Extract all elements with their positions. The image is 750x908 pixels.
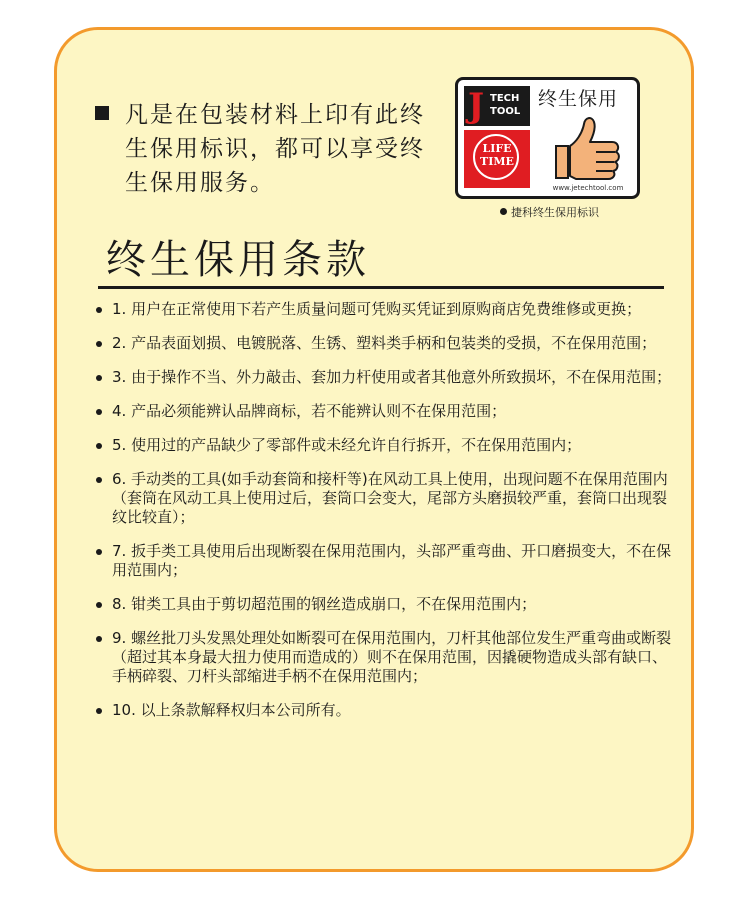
square-bullet-icon [95, 106, 109, 120]
seal-text: LIFE TIME [480, 142, 514, 168]
badge-caption-text: 捷科终生保用标识 [511, 206, 599, 219]
dot-bullet-icon [500, 208, 507, 215]
lifetime-warranty-badge [455, 77, 640, 199]
thumbs-up-icon [546, 112, 626, 182]
lifetime-seal [464, 130, 530, 188]
intro-block [95, 98, 435, 200]
term-item: 4. 产品必须能辨认品牌商标，若不能辨认则不在保用范围； [96, 402, 674, 421]
term-item: 1. 用户在正常使用下若产生质量问题可凭购买凭证到原购商店免费维修或更换； [96, 300, 674, 319]
term-item: 8. 钳类工具由于剪切超范围的钢丝造成崩口，不在保用范围内； [96, 595, 674, 614]
badge-caption [500, 206, 599, 220]
brand-logo [464, 86, 530, 126]
term-item: 5. 使用过的产品缺少了零部件或未经允许自行拆开，不在保用范围内； [96, 436, 674, 455]
badge-title: 终生保用 [538, 88, 619, 110]
term-item: 6. 手动类的工具(如手动套筒和接杆等)在风动工具上使用，出现问题不在保用范围内（套筒在风动工具上使用过后，套筒口会变大，尾部方头磨损较严重，套筒口出现裂纹比较直）； [96, 470, 674, 527]
brand-name: TECH TOOL [490, 93, 521, 117]
term-item: 3. 由于操作不当、外力敲击、套加力杆使用或者其他意外所致损坏，不在保用范围； [96, 368, 674, 387]
term-item: 10. 以上条款解释权归本公司所有。 [96, 701, 674, 720]
section-divider [98, 286, 664, 289]
term-item: 7. 扳手类工具使用后出现断裂在保用范围内，头部严重弯曲、开口磨损变大，不在保用范围内； [96, 542, 674, 580]
brand-letter: J [468, 86, 485, 126]
intro-text: 凡是在包装材料上印有此终生保用标识，都可以享受终生保用服务。 [125, 102, 425, 196]
section-title: 终生保用条款 [106, 237, 370, 283]
term-item: 9. 螺丝批刀头发黑处理处如断裂可在保用范围内，刀杆其他部位发生严重弯曲或断裂（超过其本身最大扭力使用而造成的）则不在保用范围，因撬硬物造成头部有缺口、 手柄碎裂、刀杆头部缩进手柄不在保用范围内； [96, 629, 674, 686]
term-item: 2. 产品表面划损、电镀脱落、生锈、塑料类手柄和包装类的受损，不在保用范围； [96, 334, 674, 353]
terms-list [96, 300, 674, 735]
badge-url: www.jetechtool.com [552, 184, 624, 192]
